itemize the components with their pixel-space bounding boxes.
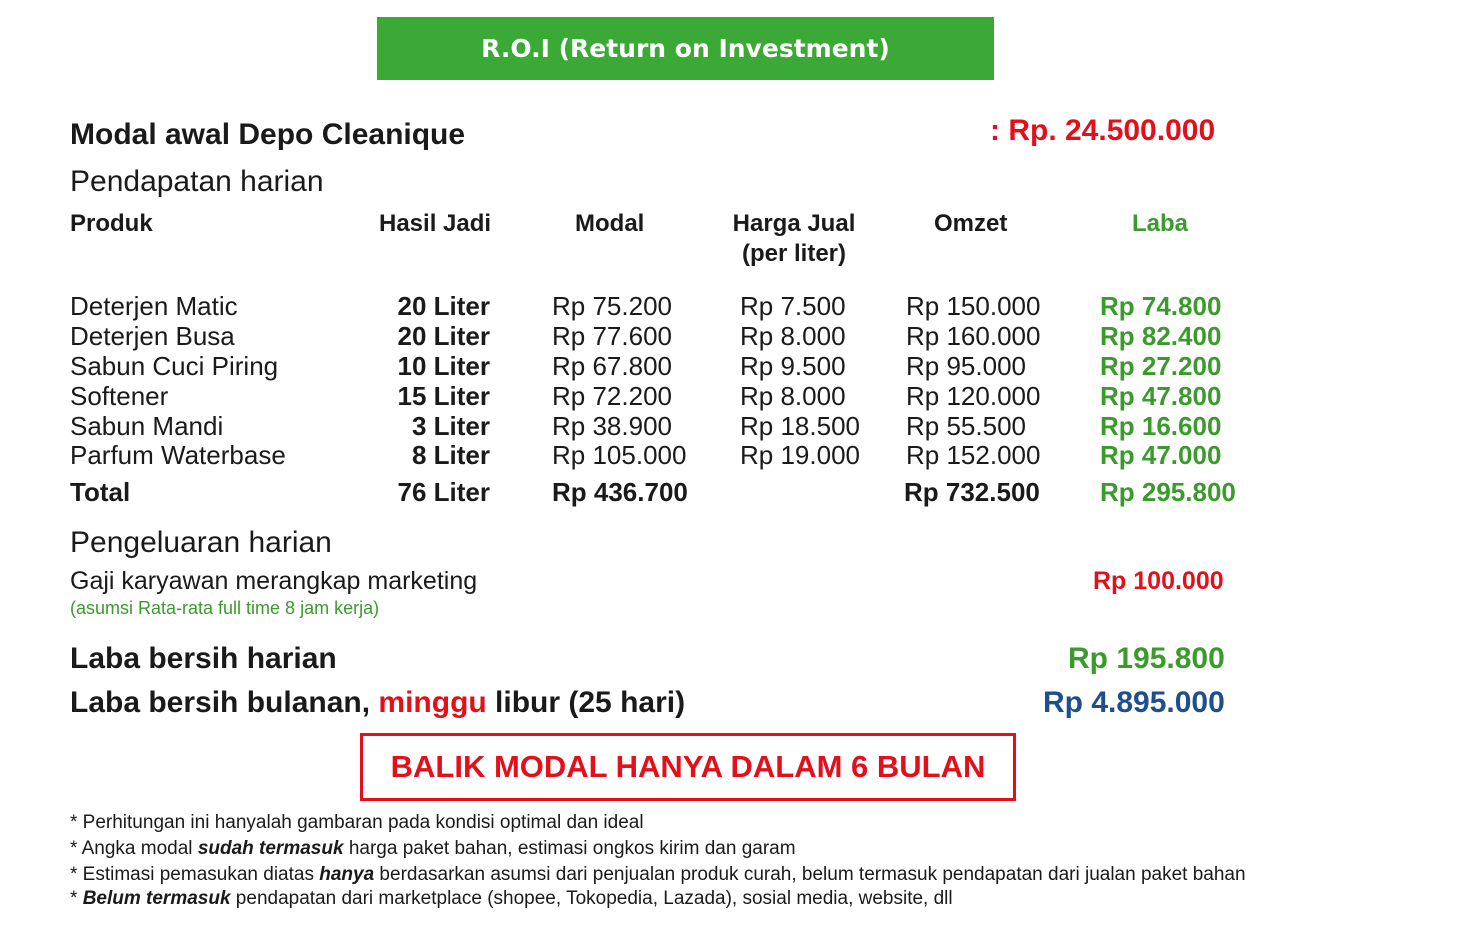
cell-harga: Rp 18.500	[740, 411, 860, 441]
cell-hasil: 20 Liter	[397, 321, 490, 351]
cell-produk: Sabun Cuci Piring	[70, 351, 279, 381]
roi-banner: R.O.I (Return on Investment)	[377, 17, 994, 80]
modal-awal-label: Modal awal Depo Cleanique	[70, 118, 466, 151]
cell-modal: Rp 38.900	[552, 411, 672, 441]
cell-harga: Rp 8.000	[740, 381, 846, 411]
header-per-liter: (per liter)	[741, 240, 846, 267]
header-harga-jual: Harga Jual	[732, 210, 856, 237]
footnote-text: harga paket bahan, estimasi ongkos kirim dan garam	[343, 838, 796, 859]
cell-laba: Rp 82.400	[1100, 321, 1222, 351]
footnote	[70, 812, 644, 834]
cell-harga: Rp 8.000	[740, 321, 846, 351]
footnote	[70, 888, 953, 910]
pendapatan-title: Pendapatan harian	[70, 165, 324, 198]
cell-omzet: Rp 152.000	[906, 440, 1041, 470]
header-produk: Produk	[70, 210, 153, 237]
cell-omzet: Rp 95.000	[906, 351, 1026, 381]
cell-harga: Rp 9.500	[740, 351, 846, 381]
modal-awal-value: : Rp. 24.500.000	[990, 114, 1216, 147]
laba-bulanan-text: Laba bersih bulanan,	[70, 686, 379, 719]
total-modal: Rp 436.700	[552, 477, 688, 507]
header-hasil-jadi: Hasil Jadi	[379, 210, 492, 237]
cell-omzet: Rp 120.000	[906, 381, 1041, 411]
laba-harian-label: Laba bersih harian	[70, 642, 337, 675]
cell-laba: Rp 47.800	[1100, 381, 1222, 411]
pengeluaran-item: Gaji karyawan merangkap marketing	[70, 567, 478, 595]
balik-modal-callout: BALIK MODAL HANYA DALAM 6 BULAN	[360, 733, 1016, 801]
cell-harga: Rp 7.500	[740, 291, 846, 321]
footnote	[70, 838, 796, 860]
cell-laba: Rp 47.000	[1100, 440, 1222, 470]
cell-laba: Rp 16.600	[1100, 411, 1222, 441]
footnote-text: berdasarkan asumsi dari penjualan produk curah, belum termasuk pendapatan dari jualan paket bahan	[374, 864, 1246, 885]
total-hasil: 76 Liter	[397, 477, 490, 507]
total-label: Total	[70, 477, 131, 507]
cell-produk: Softener	[70, 381, 169, 411]
header-modal: Modal	[575, 210, 645, 237]
cell-modal: Rp 77.600	[552, 321, 672, 351]
cell-harga: Rp 19.000	[740, 440, 860, 470]
laba-bulanan-libur: libur (25 hari)	[486, 686, 686, 719]
header-omzet: Omzet	[934, 210, 1008, 237]
cell-laba: Rp 74.800	[1100, 291, 1222, 321]
footnote	[70, 864, 1246, 886]
cell-omzet: Rp 150.000	[906, 291, 1041, 321]
cell-modal: Rp 75.200	[552, 291, 672, 321]
cell-hasil: 15 Liter	[397, 381, 490, 411]
footnote-text: *	[70, 888, 83, 909]
laba-bulanan-value: Rp 4.895.000	[1043, 686, 1225, 719]
footnote-emphasis: sudah termasuk	[197, 838, 344, 859]
cell-modal: Rp 105.000	[552, 440, 687, 470]
cell-hasil: 8 Liter	[411, 440, 490, 470]
cell-produk: Deterjen Matic	[70, 291, 238, 321]
pengeluaran-value: Rp 100.000	[1093, 567, 1224, 595]
total-laba: Rp 295.800	[1100, 477, 1236, 507]
cell-produk: Parfum Waterbase	[70, 440, 286, 470]
footnote-emphasis: hanya	[319, 864, 375, 885]
cell-omzet: Rp 160.000	[906, 321, 1041, 351]
laba-bulanan-minggu: minggu	[378, 686, 487, 719]
footnote-text: pendapatan dari marketplace (shopee, Tokopedia, Lazada), sosial media, website, dll	[230, 888, 953, 909]
pengeluaran-note: (asumsi Rata-rata full time 8 jam kerja)	[70, 598, 380, 618]
laba-bulanan-label	[70, 686, 685, 720]
cell-hasil: 3 Liter	[411, 411, 490, 441]
cell-produk: Deterjen Busa	[70, 321, 235, 351]
footnote-text: * Estimasi pemasukan diatas	[70, 864, 320, 885]
cell-hasil: 10 Liter	[397, 351, 490, 381]
cell-modal: Rp 72.200	[552, 381, 672, 411]
total-omzet: Rp 732.500	[904, 477, 1040, 507]
pengeluaran-title: Pengeluaran harian	[70, 526, 332, 559]
laba-harian-value: Rp 195.800	[1068, 642, 1225, 675]
header-laba: Laba	[1132, 210, 1189, 237]
footnote-emphasis: Belum termasuk	[82, 888, 231, 909]
footnote-text: * Perhitungan ini hanyalah gambaran pada kondisi optimal dan ideal	[70, 812, 644, 833]
cell-produk: Sabun Mandi	[70, 411, 224, 441]
cell-laba: Rp 27.200	[1100, 351, 1222, 381]
cell-hasil: 20 Liter	[397, 291, 490, 321]
footnote-text: * Angka modal	[70, 838, 198, 859]
cell-modal: Rp 67.800	[552, 351, 672, 381]
cell-omzet: Rp 55.500	[906, 411, 1026, 441]
